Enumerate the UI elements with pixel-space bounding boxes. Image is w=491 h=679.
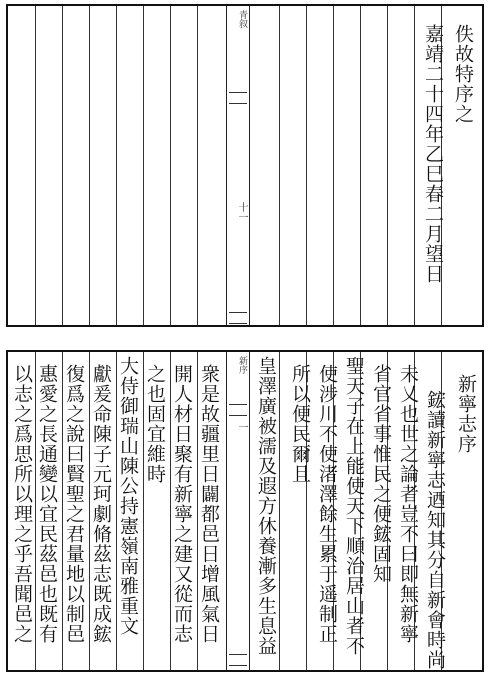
text-column: 未乂也世之論者豈不曰即無新寧 [397, 364, 419, 644]
text-column: 佚故特序之 [452, 24, 474, 124]
column-rule [414, 6, 415, 325]
column-rule [360, 6, 361, 325]
column-rule [62, 6, 63, 325]
text-column: 省官省事惟民之便鋐固知 [370, 364, 392, 584]
column-rule [279, 6, 280, 325]
preface-title: 新寧志序 [455, 374, 477, 454]
text-column: 惠愛之長通變以宜民茲邑也既有 [36, 364, 58, 644]
column-rule [197, 6, 198, 325]
gutter-marker: 一 [236, 422, 247, 432]
center-gutter [226, 6, 250, 325]
top-page [6, 4, 484, 327]
column-rule [387, 6, 388, 325]
text-column: 嘉靖二十四年乙巳春二月望日 [422, 24, 444, 284]
text-column: 之也固宜維時 [144, 364, 166, 484]
column-rule [143, 6, 144, 325]
fish-tail-mark [229, 654, 247, 666]
text-column: 大侍御瑞山陳公持憲嶺南雅重文 [117, 356, 139, 636]
column-rule [333, 6, 334, 325]
column-rule [35, 6, 36, 325]
gutter-label: 新序 [237, 356, 247, 374]
fish-tail-mark [229, 312, 247, 324]
gutter-label: 青叙 [237, 10, 247, 28]
text-column: 衆是故疆里日闢都邑日增風氣日 [198, 364, 220, 644]
text-column: 皇澤廣被濡及遐方休養漸多生息益 [255, 356, 277, 656]
column-rule [170, 6, 171, 325]
gutter-marker: 十一 [236, 202, 247, 222]
text-column: 復爲之說曰賢聖之君量地以制邑 [63, 364, 85, 644]
text-column: 獻爰命陳子元珂劇脩茲志既成鋐 [90, 364, 112, 644]
column-rule [279, 352, 280, 670]
text-column: 以志之爲思所以理之乎吾聞邑之 [11, 364, 33, 644]
center-gutter [226, 352, 250, 670]
column-rule [116, 6, 117, 325]
text-column: 聖天子在上能使天下順治居山者不 [343, 356, 365, 656]
text-column: 所以便民爾且 [289, 364, 311, 484]
text-column: 使涉川不使渚澤餘生累于遥制正 [316, 364, 338, 644]
column-rule [89, 6, 90, 325]
column-rule [306, 6, 307, 325]
fish-tail-mark [229, 404, 247, 416]
fish-tail-mark [229, 92, 247, 104]
bottom-page [6, 350, 484, 672]
text-column: 鋐讀新寧志迺知其分自新會時尚 [424, 390, 446, 670]
text-column: 開人材日聚有新寧之建又從而志 [171, 364, 193, 644]
